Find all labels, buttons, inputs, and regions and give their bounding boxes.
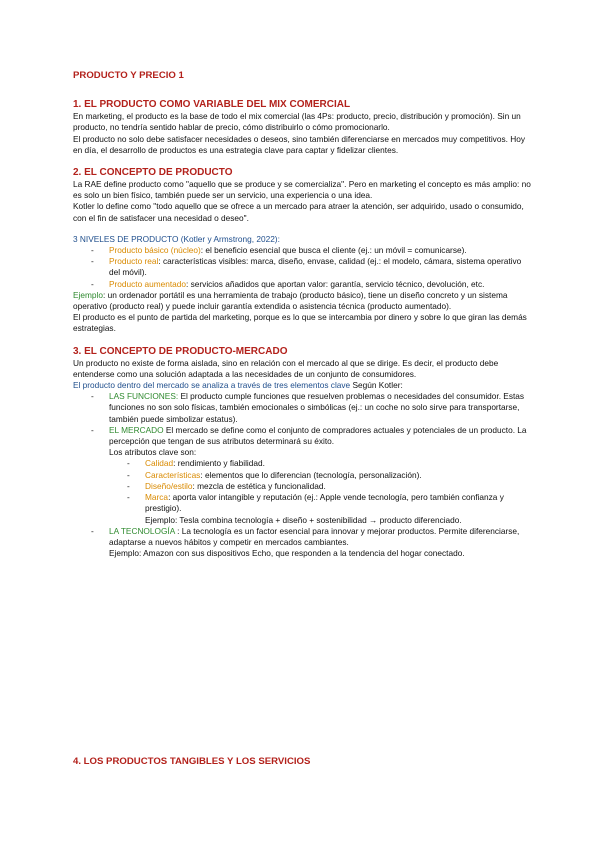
mercado-text: El mercado se define como el conjunto de compradores actuales y potenciales de un producto. La percepción que tengan de sus atributos determinará su éxito. [109,424,527,447]
tecnologia-text: : La tecnología es un factor esencial para innovar y mejorar productos. Permite diferenciarse, adaptarse a nuevos hábitos y competir en mercados cambiantes. [109,525,520,547]
attributes-list [109,458,533,525]
attr-text: : mezcla de estética y funcionalidad. [192,480,326,491]
list-item [127,458,533,469]
level-text: : el beneficio esencial que busca el cliente (ej.: un móvil = comunicarse). [200,245,467,256]
attr-term: Marca [145,492,169,503]
level-text: : servicios añadidos que aportan valor: garantía, servicio técnico, devolución, etc. [186,278,485,289]
level-text: : características visibles: marca, diseño, envase, calidad (ej.: el modelo, cámara, sistema operativo del móvil). [109,256,522,278]
levels-list [73,245,533,290]
section-3-paragraph-1: Un producto no existe de forma aislada, sino en relación con el mercado al que se dirige. Es decir, el producto debe entenderse como una solución adaptada a las necesidades de un conjunto de consumidores. [73,357,499,379]
list-item [91,256,533,278]
section-1-heading: 1. EL PRODUCTO COMO VARIABLE DEL MIX COMERCIAL [73,99,351,111]
list-item [127,492,533,526]
section-2-paragraph-2: Kotler lo define como "todo aquello que se ofrece a un mercado para atraer la atención, ser adquirido, usado o consumido, con el fin de satisfacer una necesidad o deseo". [73,201,524,223]
document-page [73,70,533,559]
level-term: Producto básico (núcleo) [109,245,201,256]
list-item [127,481,533,492]
section-1-paragraph-1: En marketing, el producto es la base de todo el mix comercial (las 4Ps: producto, precio, distribución y promoción). Sin un producto, no tendría sentido hablar de precio, cómo distribuirlo o cómo promocionarlo. [73,111,521,133]
list-item [91,425,533,526]
intro-highlight: El producto dentro del mercado se analiza a través de tres elementos clave [73,380,351,391]
attr-term: Calidad [145,458,174,469]
section-2-paragraph-3: El producto es el punto de partida del marketing, porque es lo que se intercambia por dinero y sobre lo que giran las demás estrategias. [73,312,527,334]
tecnologia-example: Ejemplo: Amazon con sus dispositivos Echo, que responden a la tendencia del hogar conectado. [109,548,465,559]
list-item [91,526,533,560]
attr-term: Características [145,469,201,480]
doc-title: PRODUCTO Y PRECIO 1 [73,70,184,81]
list-item [91,279,533,290]
level-term: Producto real [109,256,159,267]
mercado-term: EL MERCADO [109,424,164,435]
attr-text: : rendimiento y fiabilidad. [173,458,265,469]
example-term: Ejemplo [73,289,103,300]
list-item [91,391,533,425]
attr-text: : elementos que lo diferencian (tecnología, personalización). [200,469,422,480]
funciones-text: El producto cumple funciones que resuelven problemas o necesidades del consumidor. Estas funciones no son solo físicas, también emocionales o simbólicas (ej.: un coche no solo sirve para transportarse, también puede simbolizar estatus). [109,391,525,424]
elements-list [73,391,533,559]
example-paragraph [73,290,533,312]
section-2-heading: 2. EL CONCEPTO DE PRODUCTO [73,167,233,179]
levels-title: 3 NIVELES DE PRODUCTO (Kotler y Armstrong, 2022): [73,233,280,244]
attr-example: Ejemplo: Tesla combina tecnología + diseño + sostenibilidad → producto diferenciado. [145,514,462,525]
section-4-heading: 4. LOS PRODUCTOS TANGIBLES Y LOS SERVICIOS [73,756,311,767]
example-text: : un ordenador portátil es una herramienta de trabajo (producto básico), tiene un diseño concreto y un sistema operativo (producto real) y puede incluir garantía extendida o asistencia técnica (producto aumentado). [73,289,508,312]
section-2-paragraph-1: La RAE define producto como "aquello que se produce y se comercializa". Pero en marketing el concepto es más amplio: no es solo un bien físico, también puede ser un servicio, una experiencia o una idea. [73,179,531,201]
section-1-paragraph-2: El producto no solo debe satisfacer necesidades o deseos, sino también diferenciarse en mercados muy competitivos. Hoy en día, el desarrollo de productos es una estrategia clave para captar y fidelizar clientes. [73,133,525,155]
funciones-term: LAS FUNCIONES: [109,391,179,402]
level-term: Producto aumentado [109,278,187,289]
section-3-heading: 3. EL CONCEPTO DE PRODUCTO-MERCADO [73,345,288,357]
section-3-intro [73,380,533,391]
list-item [91,245,533,256]
mercado-subtitle: Los atributos clave son: [109,447,197,458]
list-item [127,470,533,481]
intro-rest: Según Kotler: [350,380,403,391]
attr-term: Diseño/estilo [145,480,193,491]
tecnologia-term: LA TECNOLOGÍA [109,525,175,536]
attr-text: : aporta valor intangible y reputación (ej.: Apple vende tecnología, pero también confianza y prestigio). [145,492,504,514]
